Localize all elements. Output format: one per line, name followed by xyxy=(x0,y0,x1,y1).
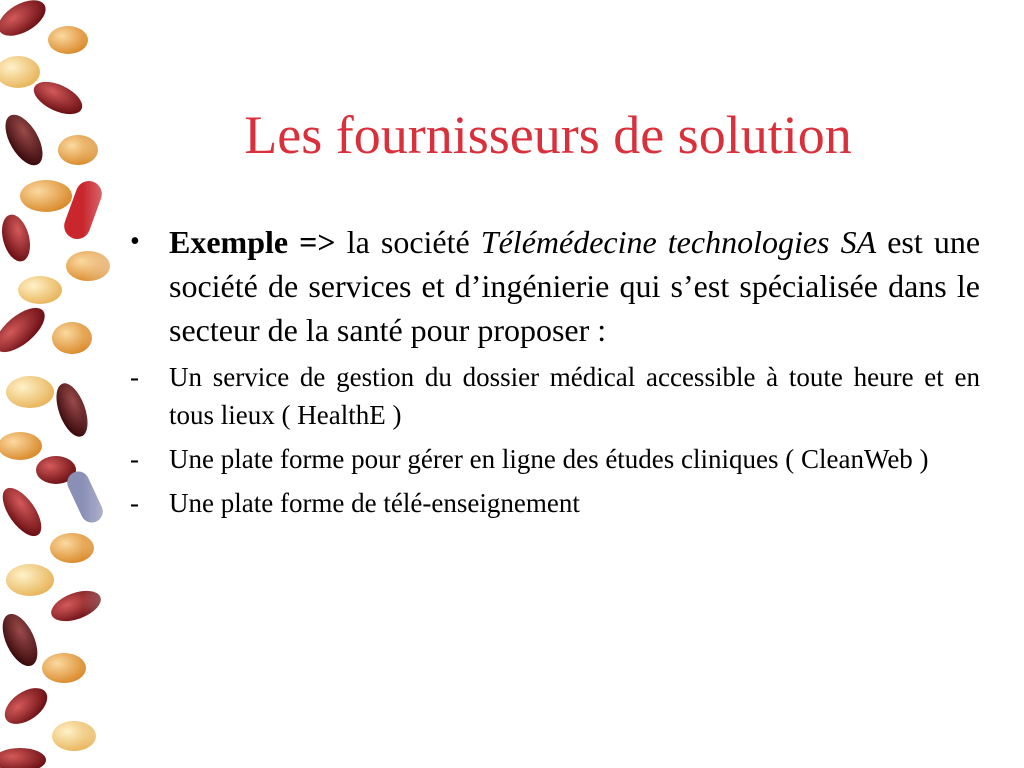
offer-item xyxy=(128,358,980,434)
slide-body xyxy=(128,220,980,522)
company-name: Télémédecine technologies SA xyxy=(480,224,877,260)
offer-text: Un service de gestion du dossier médical accessible à toute heure et en tous lieux ( HealthE ) xyxy=(169,362,980,430)
intro-description: est une société de services et d’ingénierie qui s’est spécialisée dans le secteur de la santé pour proposer : xyxy=(169,224,981,348)
offer-item xyxy=(128,484,980,522)
dash-marker: - xyxy=(130,488,139,518)
offer-text: Une plate forme pour gérer en ligne des études cliniques ( CleanWeb ) xyxy=(169,444,929,474)
offer-item xyxy=(128,440,980,478)
bullet-marker: • xyxy=(130,226,140,257)
example-label: Exemple => xyxy=(169,224,336,260)
offer-text: Une plate forme de télé-enseignement xyxy=(169,488,580,518)
intro-text: la société xyxy=(335,224,481,260)
slide-title: Les fournisseurs de solution xyxy=(244,105,852,165)
dash-marker: - xyxy=(130,362,139,392)
dash-marker: - xyxy=(130,444,139,474)
bullet-item xyxy=(128,220,980,352)
